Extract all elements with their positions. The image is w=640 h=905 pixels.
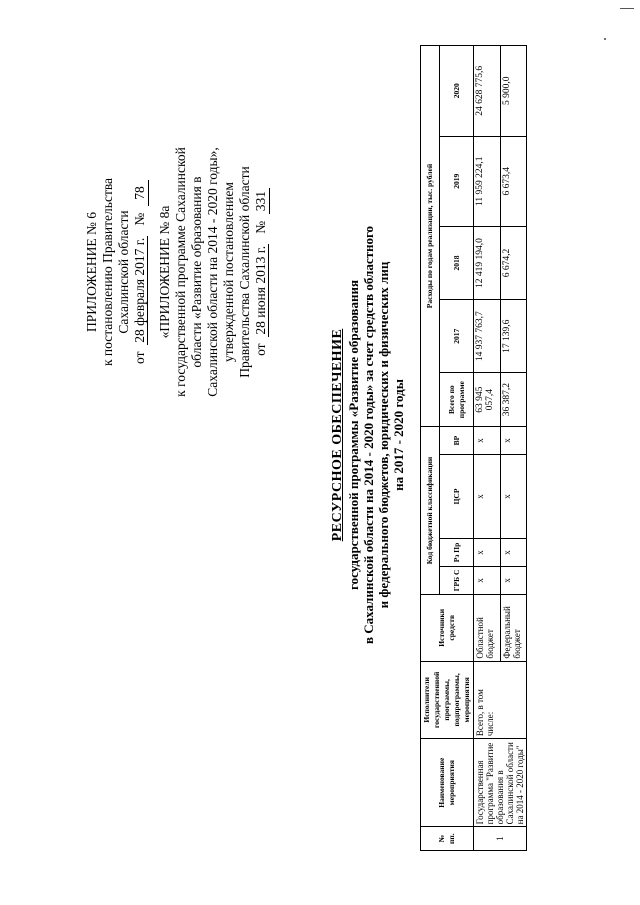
col-executors: Исполнители государственной программы, подпрограммы, мероприятия <box>421 661 474 738</box>
prev-appendix-line2: области «Развитие образования в <box>189 176 204 368</box>
row-grbs: х <box>500 566 527 594</box>
decree-header <box>84 107 270 437</box>
col-2018: 2018 <box>440 226 474 299</box>
prev-appendix-date-line <box>253 107 270 437</box>
prev-date-prefix: от <box>253 343 268 356</box>
prev-appendix-title: «ПРИЛОЖЕНИЕ № 8а <box>157 205 172 339</box>
col-rzpr: Рз Пр <box>440 538 474 566</box>
prev-appendix-line1: к государственной программе Сахалинской <box>173 147 188 397</box>
col-2019: 2019 <box>440 136 474 226</box>
row-csr: х <box>474 455 501 539</box>
row-program-name: Государственная программа "Развитие образования в Сахалинской области на 2014 - 2020 годы" <box>474 739 527 827</box>
row-source: Областной бюджет <box>474 594 501 661</box>
prev-appendix-number: 331 <box>253 188 270 214</box>
col-csr: ЦСР <box>440 455 474 539</box>
table-header-row <box>421 46 440 851</box>
row-2018: 6 674,2 <box>500 226 527 299</box>
title-main: РЕСУРСНОЕ ОБЕСПЕЧЕНИЕ <box>330 328 345 542</box>
col-sources: Источники средств <box>421 594 474 661</box>
document-title <box>328 135 406 735</box>
row-2017: 14 937 763,7 <box>474 300 501 373</box>
decree-date: 28 февраля 2017 г. <box>132 237 147 343</box>
title-line1: государственной программы «Развитие образования <box>346 280 361 590</box>
prev-appendix-date: 28 июня 2013 г. <box>253 245 268 335</box>
prev-appendix-line4: утвержденной постановлением <box>221 182 236 362</box>
appendix-title: ПРИЛОЖЕНИЕ № 6 <box>84 211 99 333</box>
col-num: № пп. <box>421 827 474 851</box>
col-grbs: ГРБ С <box>440 566 474 594</box>
decree-date-line <box>132 107 149 437</box>
row-csr: х <box>500 455 527 539</box>
number-prefix: № <box>132 212 147 226</box>
table-row <box>474 46 501 851</box>
prev-appendix-line3: Сахалинской области на 2014 - 2020 годы», <box>205 147 220 397</box>
title-line4: на 2017 - 2020 годы <box>391 379 406 491</box>
row-2019: 6 673,4 <box>500 136 527 226</box>
row-grbs: х <box>474 566 501 594</box>
row-rzpr: х <box>474 538 501 566</box>
row-total: 63 945 057,4 <box>474 373 501 427</box>
col-2017: 2017 <box>440 300 474 373</box>
title-line2: в Сахалинской области на 2014 - 2020 годы» за счет средств областного <box>361 225 376 645</box>
row-2018: 12 419 194,0 <box>474 226 501 299</box>
prev-number-prefix: № <box>253 220 268 234</box>
decree-number: 78 <box>132 180 149 206</box>
row-total: 36 387,2 <box>500 373 527 427</box>
decree-line: к постановлению Правительства <box>100 177 115 367</box>
col-budget-code: Код бюджетной классификации <box>421 427 440 595</box>
col-name: Наименование мероприятия <box>421 739 474 827</box>
row-rzpr: х <box>500 538 527 566</box>
row-2019: 11 959 224,1 <box>474 136 501 226</box>
col-expenses: Расходы по годам реализации, тыс. рублей <box>421 46 440 427</box>
col-vr: ВР <box>440 427 474 455</box>
row-2020: 24 628 775,6 <box>474 46 501 137</box>
row-2017: 17 139,6 <box>500 300 527 373</box>
row-vr: х <box>500 427 527 455</box>
row-source: Федеральный бюджет <box>500 594 527 661</box>
region-line: Сахалинской области <box>116 210 131 334</box>
row-num: 1 <box>474 827 527 851</box>
row-vr: х <box>474 427 501 455</box>
row-2020: 5 900,0 <box>500 46 527 137</box>
date-prefix: от <box>132 351 147 364</box>
resource-table <box>420 45 527 851</box>
title-line3: и федерального бюджетов, юридических и физических лиц <box>376 261 391 609</box>
row-executor: Всего, в том числе: <box>474 661 527 738</box>
col-2020: 2020 <box>440 46 474 137</box>
col-total: Всего по программе <box>440 373 474 427</box>
prev-appendix-line5: Правительства Сахалинской области <box>237 166 252 378</box>
